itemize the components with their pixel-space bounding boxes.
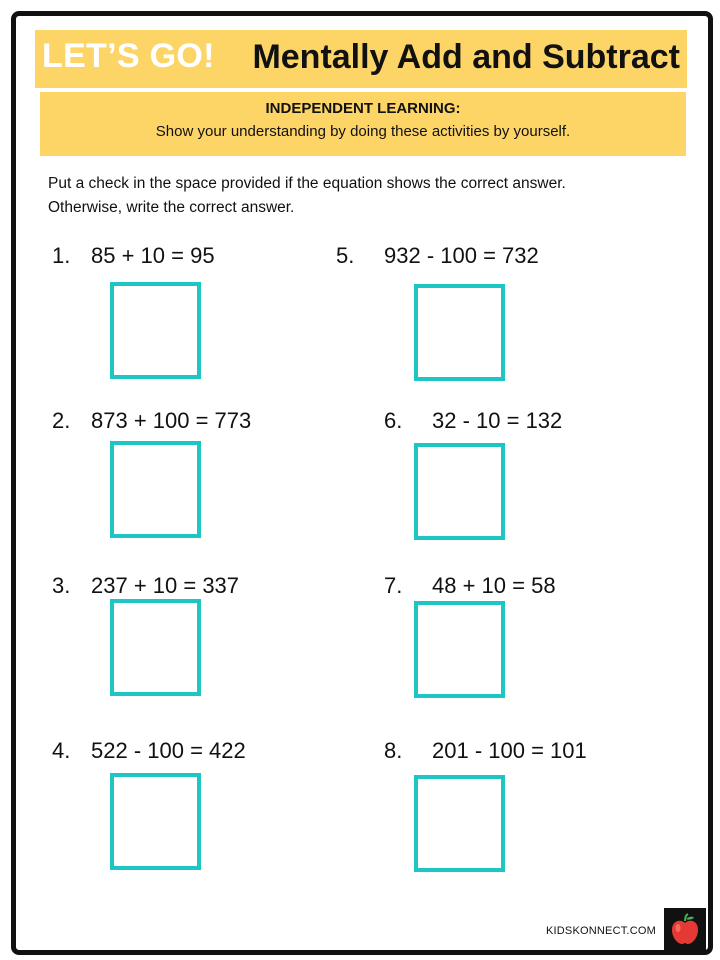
item-number: 2. — [52, 408, 71, 433]
item-equation: 85 + 10 = 95 — [91, 243, 215, 268]
answer-box-7[interactable] — [414, 601, 505, 698]
instructions — [48, 172, 688, 220]
item-number: 7. — [384, 573, 403, 598]
lets-go-label: LET’S GO! — [42, 37, 215, 75]
answer-box-1[interactable] — [110, 282, 201, 379]
item-number: 1. — [52, 243, 71, 268]
item-equation: 932 - 100 = 732 — [384, 243, 539, 268]
apple-icon — [664, 908, 706, 950]
answer-box-5[interactable] — [414, 284, 505, 381]
item-number: 4. — [52, 738, 71, 763]
footer-brand: KIDSKONNECT.COM — [546, 925, 656, 937]
item-number: 8. — [384, 738, 403, 763]
answer-box-6[interactable] — [414, 443, 505, 540]
item-equation: 873 + 100 = 773 — [91, 408, 252, 433]
item-equation: 48 + 10 = 58 — [432, 573, 556, 598]
learning-heading: INDEPENDENT LEARNING: — [265, 100, 461, 117]
item-equation: 522 - 100 = 422 — [91, 738, 246, 763]
item-number: 5. — [336, 243, 355, 268]
answer-box-2[interactable] — [110, 441, 201, 538]
learning-text: Show your understanding by doing these activities by yourself. — [155, 123, 571, 140]
answer-box-4[interactable] — [110, 773, 201, 870]
item-equation: 237 + 10 = 337 — [91, 573, 240, 598]
answer-box-8[interactable] — [414, 775, 505, 872]
instructions-line-2: Otherwise, write the correct answer. — [48, 199, 295, 216]
page-title: Mentally Add and Subtract — [252, 38, 680, 76]
item-equation: 201 - 100 = 101 — [432, 738, 587, 763]
kidskonnect-logo — [664, 908, 706, 950]
item-number: 3. — [52, 573, 71, 598]
independent-learning-box — [40, 92, 686, 156]
item-equation: 32 - 10 = 132 — [432, 408, 563, 433]
instructions-line-1: Put a check in the space provided if the equation shows the correct answer. — [48, 175, 566, 192]
item-number: 6. — [384, 408, 403, 433]
answer-box-3[interactable] — [110, 599, 201, 696]
